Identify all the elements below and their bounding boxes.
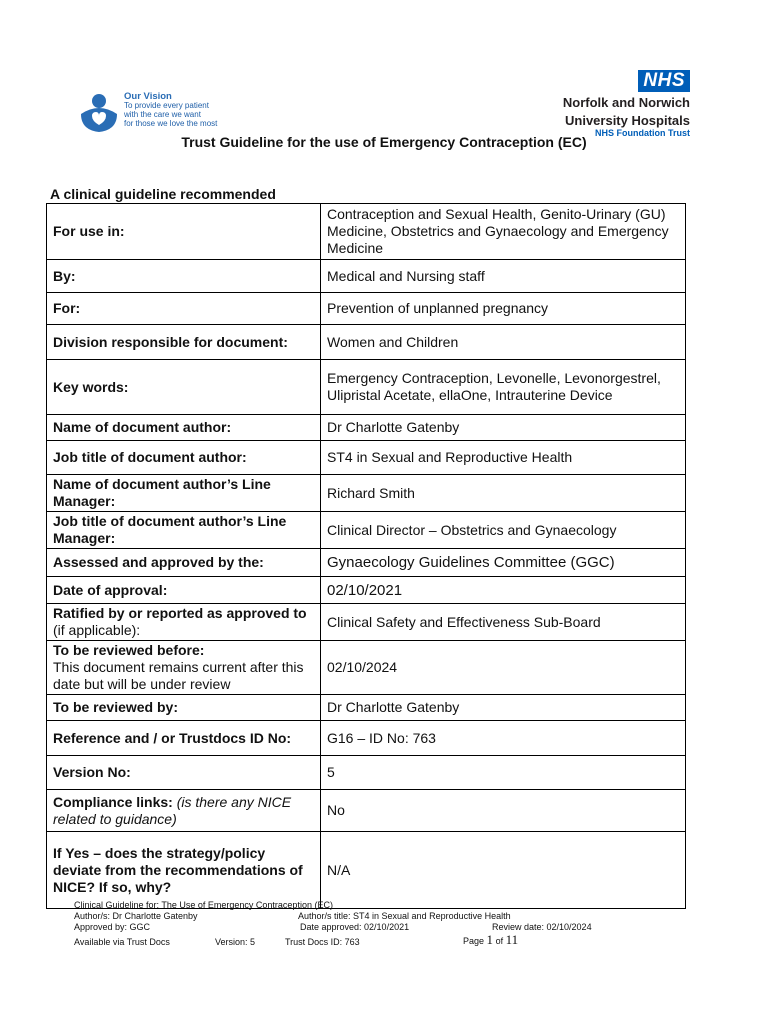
row-label: For use in: xyxy=(47,204,321,260)
row-label: Job title of document author: xyxy=(47,441,321,475)
row-value: 02/10/2024 xyxy=(321,641,686,695)
footer-trust-docs-id: Trust Docs ID: 763 xyxy=(285,937,360,947)
row-value: 5 xyxy=(321,756,686,790)
page-prefix: Page xyxy=(463,936,485,946)
row-label: Date of approval: xyxy=(47,577,321,604)
table-row xyxy=(47,721,686,756)
footer-authors: Author/s: Dr Charlotte Gatenby xyxy=(74,911,198,921)
row-value: Women and Children xyxy=(321,325,686,360)
page-of: of xyxy=(495,936,504,946)
our-vision-logo xyxy=(78,92,238,136)
trust-subtitle: NHS Foundation Trust xyxy=(595,128,690,138)
table-row xyxy=(47,832,686,909)
label-plain: (if applicable): xyxy=(53,622,141,638)
row-label: Name of document author’s Line Manager: xyxy=(47,475,321,512)
footer-date-approved: Date approved: 02/10/2021 xyxy=(300,922,410,932)
label-bold: Ratified by or reported as approved to xyxy=(53,605,307,621)
row-label: Key words: xyxy=(47,360,321,415)
row-label xyxy=(47,604,321,641)
vision-text xyxy=(124,92,217,128)
label-bold: To be reviewed before: xyxy=(53,642,205,658)
row-value: Prevention of unplanned pregnancy xyxy=(321,293,686,325)
page-total: 11 xyxy=(505,932,519,947)
table-row xyxy=(47,293,686,325)
table-row xyxy=(47,415,686,441)
row-label: For: xyxy=(47,293,321,325)
row-value: ST4 in Sexual and Reproductive Health xyxy=(321,441,686,475)
row-value: Clinical Safety and Effectiveness Sub-Board xyxy=(321,604,686,641)
footer-version: Version: 5 xyxy=(215,937,256,947)
row-value: No xyxy=(321,790,686,832)
row-value: Medical and Nursing staff xyxy=(321,260,686,293)
row-value: G16 – ID No: 763 xyxy=(321,721,686,756)
table-row xyxy=(47,360,686,415)
table-row xyxy=(47,260,686,293)
section-heading: A clinical guideline recommended xyxy=(50,186,276,202)
page-footer xyxy=(74,900,674,948)
guideline-info-table xyxy=(46,203,686,909)
table-row xyxy=(47,204,686,260)
row-value: Gynaecology Guidelines Committee (GGC) xyxy=(321,549,686,577)
footer-approved-by: Approved by: GGC xyxy=(74,922,151,932)
table-row xyxy=(47,641,686,695)
row-value: Clinical Director – Obstetrics and Gynaecology xyxy=(321,512,686,549)
row-label: By: xyxy=(47,260,321,293)
vision-line: for those we love the most xyxy=(124,119,218,128)
table-row xyxy=(47,325,686,360)
row-value: 02/10/2021 xyxy=(321,577,686,604)
page-current: 1 xyxy=(486,932,494,947)
row-value: N/A xyxy=(321,832,686,909)
document-title: Trust Guideline for the use of Emergency Contraception (EC) xyxy=(181,134,587,150)
row-value: Contraception and Sexual Health, Genito-Urinary (GU) Medicine, Obstetrics and Gynaecology and Emergency Medicine xyxy=(321,204,686,260)
label-plain: This document remains current after this date but will be under review xyxy=(53,659,304,692)
row-value: Emergency Contraception, Levonelle, Levonorgestrel, Ulipristal Acetate, ellaOne, Intrauterine Device xyxy=(321,360,686,415)
table-row xyxy=(47,549,686,577)
row-label: If Yes – does the strategy/policy deviate from the recommendations of NICE? If so, why? xyxy=(47,832,321,909)
row-label: Reference and / or Trustdocs ID No: xyxy=(47,721,321,756)
table-row xyxy=(47,604,686,641)
table-row xyxy=(47,475,686,512)
vision-line: To provide every patient xyxy=(124,101,209,110)
table-row xyxy=(47,441,686,475)
footer-page-number xyxy=(463,934,518,947)
row-label: Division responsible for document: xyxy=(47,325,321,360)
trust-name-line2: University Hospitals xyxy=(565,113,690,128)
table-row xyxy=(47,790,686,832)
row-value: Richard Smith xyxy=(321,475,686,512)
table-row xyxy=(47,695,686,721)
label-bold: Compliance links: xyxy=(53,793,173,810)
row-value: Dr Charlotte Gatenby xyxy=(321,695,686,721)
heart-person-icon xyxy=(78,92,120,134)
nhs-trust-logo xyxy=(520,70,690,139)
footer-guideline: Clinical Guideline for: The Use of Emergency Contraception (EC) xyxy=(74,900,333,910)
vision-line: with the care we want xyxy=(124,110,201,119)
footer-author-title: Author/s title: ST4 in Sexual and Reproductive Health xyxy=(298,911,511,921)
table-row xyxy=(47,512,686,549)
nhs-badge: NHS xyxy=(638,70,690,92)
row-label: To be reviewed by: xyxy=(47,695,321,721)
row-label xyxy=(47,790,321,832)
vision-title: Our Vision xyxy=(124,91,172,102)
footer-review-date: Review date: 02/10/2024 xyxy=(492,922,592,932)
label-italic: (is there any NICE related to guidance) xyxy=(53,793,292,827)
row-label xyxy=(47,641,321,695)
row-value: Dr Charlotte Gatenby xyxy=(321,415,686,441)
row-label: Version No: xyxy=(47,756,321,790)
row-label: Job title of document author’s Line Manager: xyxy=(47,512,321,549)
row-label: Name of document author: xyxy=(47,415,321,441)
table-row xyxy=(47,577,686,604)
row-label: Assessed and approved by the: xyxy=(47,549,321,577)
trust-name-line1: Norfolk and Norwich xyxy=(562,95,690,110)
table-row xyxy=(47,756,686,790)
footer-available: Available via Trust Docs xyxy=(74,937,170,947)
